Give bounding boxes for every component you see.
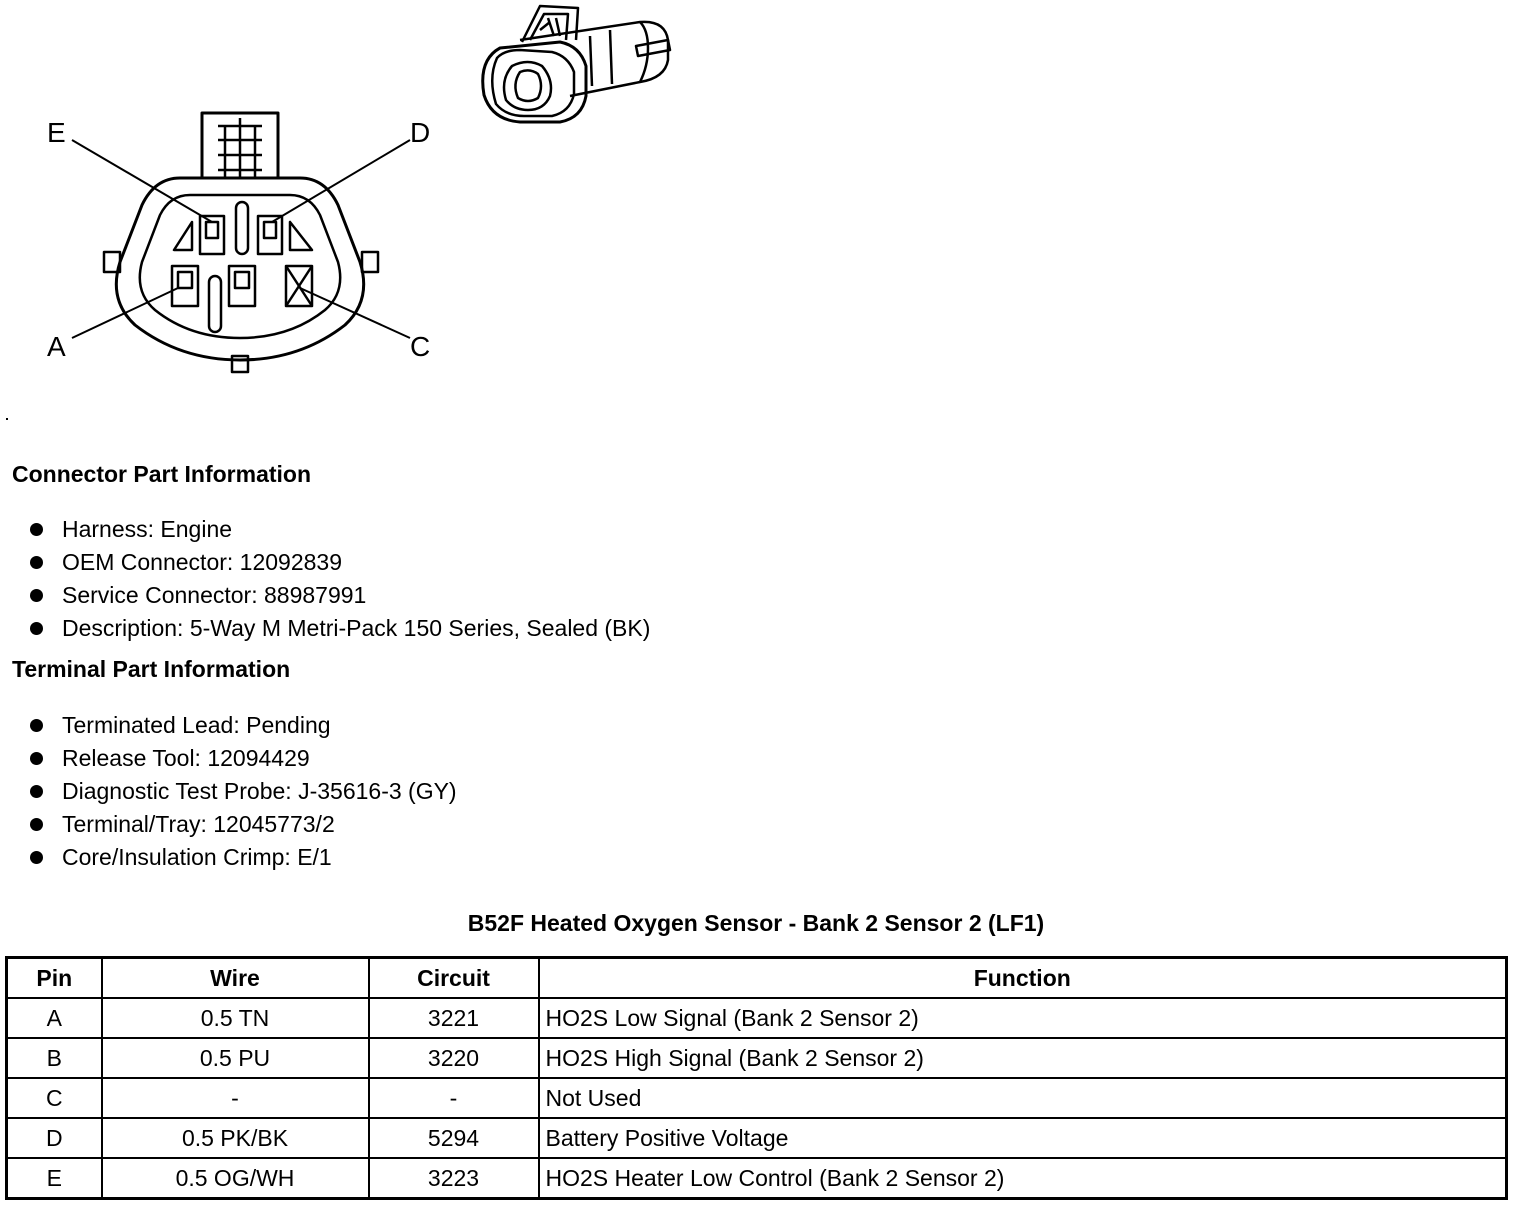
list-item: Harness: Engine xyxy=(28,513,650,546)
connector-info-heading: Connector Part Information xyxy=(12,461,312,487)
circuit-cell: 3220 xyxy=(369,1038,539,1078)
terminal-info-list xyxy=(28,709,457,874)
pin-callout-d: D xyxy=(410,117,431,148)
pin-table-title: B52F Heated Oxygen Sensor - Bank 2 Sensor 2 (LF1) xyxy=(467,910,1045,936)
pin-cell: D xyxy=(7,1118,102,1158)
column-header-circuit: Circuit xyxy=(369,958,539,999)
list-item: Release Tool: 12094429 xyxy=(28,742,457,775)
pin-table xyxy=(5,956,1508,1200)
function-cell: Not Used xyxy=(539,1078,1507,1118)
wire-cell: 0.5 TN xyxy=(102,998,369,1038)
table-row xyxy=(7,1158,1507,1199)
list-item: Description: 5-Way M Metri-Pack 150 Series, Sealed (BK) xyxy=(28,612,650,645)
table-row xyxy=(7,1038,1507,1078)
column-header-pin: Pin xyxy=(7,958,102,999)
function-cell: HO2S Low Signal (Bank 2 Sensor 2) xyxy=(539,998,1507,1038)
circuit-cell: 3223 xyxy=(369,1158,539,1199)
stray-mark xyxy=(6,418,8,420)
pin-cell: E xyxy=(7,1158,102,1199)
list-item: Diagnostic Test Probe: J-35616-3 (GY) xyxy=(28,775,457,808)
pin-cell: C xyxy=(7,1078,102,1118)
function-cell: HO2S High Signal (Bank 2 Sensor 2) xyxy=(539,1038,1507,1078)
pin-callout-c: C xyxy=(410,331,431,362)
list-item: Terminal/Tray: 12045773/2 xyxy=(28,808,457,841)
pin-cell: A xyxy=(7,998,102,1038)
column-header-function: Function xyxy=(539,958,1507,999)
column-header-wire: Wire xyxy=(102,958,369,999)
wire-cell: - xyxy=(102,1078,369,1118)
function-cell: Battery Positive Voltage xyxy=(539,1118,1507,1158)
circuit-cell: 3221 xyxy=(369,998,539,1038)
list-item: Service Connector: 88987991 xyxy=(28,579,650,612)
terminal-info-heading: Terminal Part Information xyxy=(12,656,291,682)
circuit-cell: - xyxy=(369,1078,539,1118)
circuit-cell: 5294 xyxy=(369,1118,539,1158)
list-item: Core/Insulation Crimp: E/1 xyxy=(28,841,457,874)
wire-cell: 0.5 OG/WH xyxy=(102,1158,369,1199)
connector-face-view-icon xyxy=(40,100,450,390)
pin-cell: B xyxy=(7,1038,102,1078)
wire-cell: 0.5 PK/BK xyxy=(102,1118,369,1158)
pin-callout-a: A xyxy=(47,331,66,362)
table-header-row xyxy=(7,958,1507,999)
table-row xyxy=(7,1078,1507,1118)
function-cell: HO2S Heater Low Control (Bank 2 Sensor 2) xyxy=(539,1158,1507,1199)
table-row xyxy=(7,1118,1507,1158)
connector-info-list xyxy=(28,513,650,645)
table-row xyxy=(7,998,1507,1038)
list-item: Terminated Lead: Pending xyxy=(28,709,457,742)
connector-3d-view-icon xyxy=(475,2,680,132)
pin-callout-e: E xyxy=(47,117,66,148)
list-item: OEM Connector: 12092839 xyxy=(28,546,650,579)
wire-cell: 0.5 PU xyxy=(102,1038,369,1078)
